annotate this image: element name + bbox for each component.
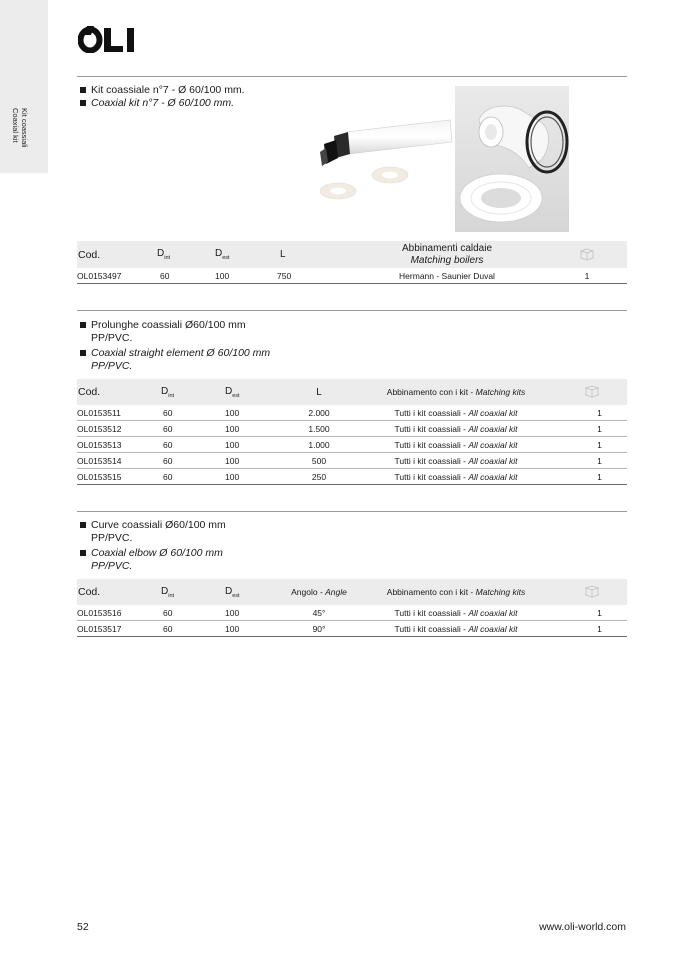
col-header-qty xyxy=(557,579,627,605)
square-bullet-icon xyxy=(80,550,86,556)
col-header-dint: $D_{int}$ xyxy=(157,248,171,261)
col-header-cod: Cod. xyxy=(78,586,101,598)
package-box-icon xyxy=(579,247,595,261)
bullet-item-en: Coaxial kit n°7 - Ø 60/100 mm. xyxy=(80,97,245,110)
divider xyxy=(77,511,627,512)
bullet-item-it: Kit coassiale n°7 - Ø 60/100 mm. xyxy=(80,84,245,97)
col-header-matching: Abbinamenti caldaie Matching boilers xyxy=(401,242,493,266)
table-header-row xyxy=(77,241,627,268)
oli-logo-icon xyxy=(78,25,138,53)
col-header-matching: Abbinamento con i kit - Matching kits xyxy=(386,587,526,597)
divider xyxy=(77,310,627,311)
coaxial-kit-elbow-image xyxy=(455,86,569,232)
section2-description xyxy=(80,319,270,373)
page-number: 52 xyxy=(77,921,89,933)
col-header-angle: Angolo - Angle xyxy=(291,587,347,597)
table-row: OL0153517 60 100 90° Tutti i kit coassiali - All coaxial kit 1 xyxy=(77,621,627,637)
table-row: OL0153497 60 100 750 Hermann - Saunier Duval 1 xyxy=(77,268,627,284)
col-header-l: L xyxy=(280,249,286,260)
section3-description xyxy=(80,519,226,573)
col-header-dest: $D_{est}$ xyxy=(225,585,240,599)
svg-text:OLI: OLI xyxy=(78,25,80,26)
col-header-qty xyxy=(547,241,627,268)
table-header-row xyxy=(77,379,627,405)
col-header-cod: Cod. xyxy=(78,248,101,261)
col-header-dint: $D_{int}$ xyxy=(161,585,175,599)
col-header-qty xyxy=(557,379,627,405)
col-header-dest: $D_{est}$ xyxy=(225,385,240,399)
col-header-dest: $D_{est}$ xyxy=(215,248,230,261)
side-tab-line-en: Coaxial kit xyxy=(11,108,20,143)
table-row: OL0153514 60 100 500 Tutti i kit coassiali - All coaxial kit 1 xyxy=(77,453,627,469)
table-row: OL0153512 60 100 1.500 Tutti i kit coassiali - All coaxial kit 1 xyxy=(77,421,627,437)
bullet-item-en: Coaxial straight element Ø 60/100 mm PP/PVC. xyxy=(80,347,270,373)
square-bullet-icon xyxy=(80,350,86,356)
col-header-cod: Cod. xyxy=(78,386,101,398)
col-header-dint: $D_{int}$ xyxy=(161,385,175,399)
bullet-item-it: Curve coassiali Ø60/100 mm PP/PVC. xyxy=(80,519,226,545)
bullet-item-en: Coaxial elbow Ø 60/100 mm PP/PVC. xyxy=(80,547,226,573)
brand-logo xyxy=(78,25,138,58)
divider xyxy=(77,76,627,77)
col-header-l: L xyxy=(316,386,322,398)
bullet-item-it: Prolunghe coassiali Ø60/100 mm PP/PVC. xyxy=(80,319,270,345)
side-tab-label xyxy=(11,108,29,148)
coaxial-kit-pipe-image xyxy=(318,112,454,216)
table-row: OL0153515 60 100 250 Tutti i kit coassiali - All coaxial kit 1 xyxy=(77,469,627,485)
side-tab xyxy=(0,0,48,173)
col-header-matching: Abbinamento con i kit - Matching kits xyxy=(386,387,526,397)
square-bullet-icon xyxy=(80,100,86,106)
straight-element-table xyxy=(77,379,627,485)
coaxial-kit-table xyxy=(77,241,627,284)
table-header-row xyxy=(77,579,627,605)
square-bullet-icon xyxy=(80,322,86,328)
website-link[interactable]: www.oli-world.com xyxy=(539,921,626,933)
table-row: OL0153513 60 100 1.000 Tutti i kit coassiali - All coaxial kit 1 xyxy=(77,437,627,453)
elbow-table xyxy=(77,579,627,637)
table-row: OL0153516 60 100 45° Tutti i kit coassiali - All coaxial kit 1 xyxy=(77,605,627,621)
package-box-icon xyxy=(584,584,600,598)
table-row: OL0153511 60 100 2.000 Tutti i kit coassiali - All coaxial kit 1 xyxy=(77,405,627,421)
square-bullet-icon xyxy=(80,87,86,93)
square-bullet-icon xyxy=(80,522,86,528)
side-tab-line-it: Kit coassiali xyxy=(20,108,29,148)
section1-description xyxy=(80,84,245,110)
package-box-icon xyxy=(584,384,600,398)
